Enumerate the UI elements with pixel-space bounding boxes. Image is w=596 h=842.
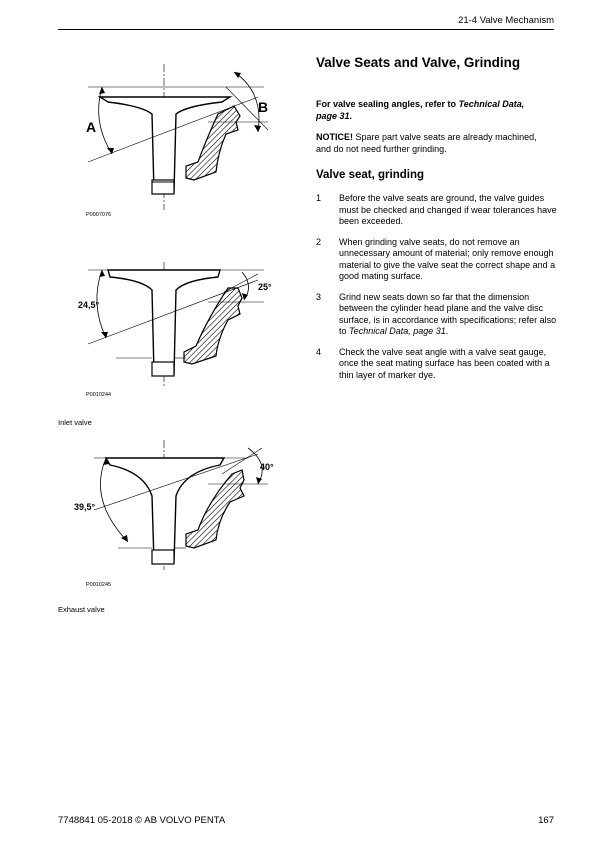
- step-number: 2: [316, 236, 322, 247]
- figure-code: P0007076: [86, 212, 112, 218]
- label-a: A: [86, 119, 97, 135]
- valve-diagram-1: [58, 62, 298, 222]
- procedure-steps: [316, 193, 560, 390]
- step-3: [316, 292, 560, 338]
- step-4: [316, 347, 560, 382]
- step-text: When grinding valve seats, do not remove an unnecessary amount of material; only remove enough material to give the valve seat the correct shape and a good mating surface.: [339, 236, 556, 281]
- reference-note-prefix: For valve sealing angles, refer to: [316, 99, 459, 109]
- reference-link[interactable]: Technical Data, page 31: [316, 99, 525, 121]
- step-number: 4: [316, 346, 322, 357]
- notice-text: Spare part valve seats are already machined, and do not need further grinding.: [316, 132, 537, 154]
- caption-inlet-valve: Inlet valve: [58, 418, 92, 427]
- figure-exhaust-valve: [58, 440, 298, 590]
- running-header: 21-4 Valve Mechanism: [458, 15, 554, 26]
- notice-label: NOTICE!: [316, 132, 353, 142]
- figure-code: P0010244: [86, 392, 112, 398]
- figure-inlet-valve: [58, 262, 298, 412]
- reference-note-suffix: .: [349, 111, 353, 121]
- step-1: [316, 193, 560, 228]
- valve-diagram-2: [58, 262, 298, 402]
- step-2: [316, 237, 560, 283]
- label-b: B: [258, 99, 269, 115]
- caption-exhaust-valve: Exhaust valve: [58, 605, 105, 614]
- step-reference-link[interactable]: Technical Data, page 31: [349, 326, 446, 336]
- page-number: 167: [538, 815, 554, 826]
- footer-doc-id: 7748841 05-2018 © AB VOLVO PENTA: [58, 815, 226, 826]
- figure-valve-angles-ab: [58, 62, 298, 222]
- step-text: Check the valve seat angle with a valve seat gauge, once the seat mating surface has been coated with a thin layer of marker dye.: [339, 346, 550, 380]
- step-number: 3: [316, 291, 322, 302]
- subheading: Valve seat, grinding: [316, 169, 425, 181]
- step-text-suffix: .: [445, 326, 449, 336]
- header-rule: [58, 29, 554, 30]
- step-text: Before the valve seats are ground, the valve guides must be checked and changed if wear tolerances have been exceeded.: [339, 193, 557, 226]
- angle-label-right: 40°: [260, 462, 274, 472]
- angle-label-left: 24,5°: [78, 300, 100, 310]
- figure-code: P0010245: [86, 582, 112, 588]
- angle-label-right: 25°: [258, 282, 272, 292]
- reference-note: [316, 98, 546, 122]
- page-title: Valve Seats and Valve, Grinding: [316, 55, 521, 70]
- angle-label-left: 39,5°: [74, 502, 96, 512]
- notice: [316, 131, 552, 155]
- step-text: Grind new seats down so far that the dimension between the cylinder head plane and the valve disc surface, is in accordance with specifications; refer also to: [339, 291, 557, 336]
- valve-diagram-3: [58, 440, 298, 580]
- step-number: 1: [316, 193, 322, 203]
